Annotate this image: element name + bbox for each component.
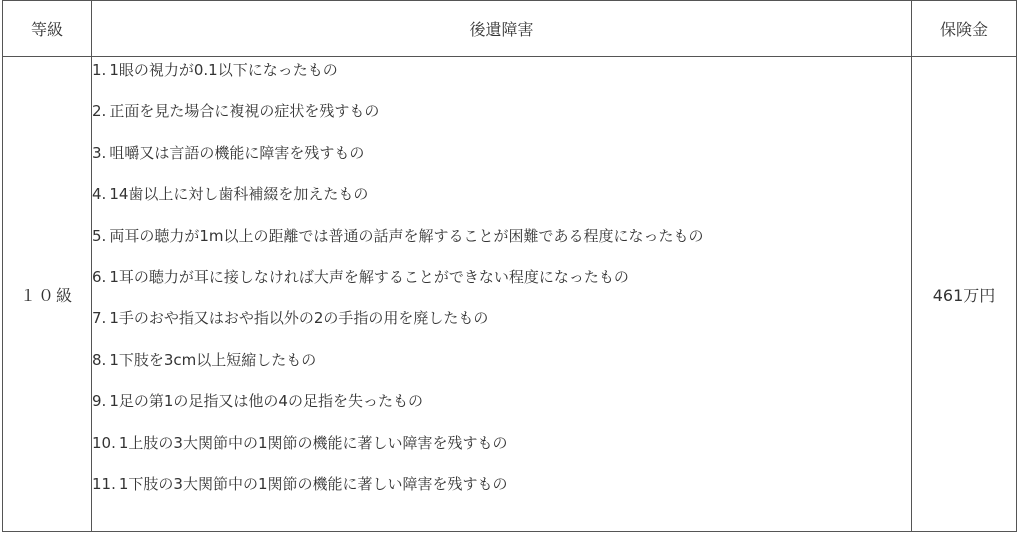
item-text: 1下肢の3大関節中の1関節の機能に著しい障害を残すもの <box>118 474 508 493</box>
list-item <box>92 305 911 346</box>
item-text: 1下肢を3cm以上短縮したもの <box>109 350 317 369</box>
list-item <box>92 471 911 512</box>
item-text: 1足の第1の足指又は他の4の足指を失ったもの <box>109 392 423 411</box>
header-grade: 等級 <box>3 1 92 57</box>
item-number: 9. <box>92 392 107 411</box>
table-row <box>3 57 1017 532</box>
amount-cell: 461万円 <box>912 57 1017 532</box>
list-item <box>92 347 911 388</box>
list-item <box>92 140 911 181</box>
item-text: 1上肢の3大関節中の1関節の機能に著しい障害を残すもの <box>118 433 508 452</box>
table-body <box>3 57 1017 532</box>
header-disability: 後遺障害 <box>92 1 912 57</box>
list-item <box>92 264 911 305</box>
item-text: 1手のおや指又はおや指以外の2の手指の用を廃したもの <box>109 309 489 328</box>
item-number: 5. <box>92 226 107 245</box>
disability-cell <box>92 57 912 532</box>
item-number: 3. <box>92 143 107 162</box>
item-text: 正面を見た場合に複視の症状を残すもの <box>109 102 380 121</box>
item-text: 両耳の聴力が1m以上の距離では普通の話声を解することが困難である程度になったもの <box>109 226 704 245</box>
item-number: 1. <box>92 61 107 79</box>
item-number: 11. <box>92 474 116 493</box>
disability-grade-table <box>2 0 1017 532</box>
item-text: 咀嚼又は言語の機能に障害を残すもの <box>109 143 365 162</box>
table-header <box>3 1 1017 57</box>
item-number: 10. <box>92 433 116 452</box>
item-number: 8. <box>92 350 107 369</box>
list-item <box>92 388 911 429</box>
item-number: 6. <box>92 267 107 286</box>
item-number: 4. <box>92 185 107 204</box>
disability-list <box>92 57 911 512</box>
item-number: 2. <box>92 102 107 121</box>
grade-cell: １０級 <box>3 57 92 532</box>
list-item <box>92 430 911 471</box>
item-number: 7. <box>92 309 107 328</box>
item-text: 1眼の視力が0.1以下になったもの <box>109 61 338 79</box>
list-item <box>92 181 911 222</box>
header-amount: 保険金 <box>912 1 1017 57</box>
list-item <box>92 98 911 139</box>
item-text: 14歯以上に対し歯科補綴を加えたもの <box>109 185 369 204</box>
header-row <box>3 1 1017 57</box>
list-item <box>92 57 911 98</box>
item-text: 1耳の聴力が耳に接しなければ大声を解することができない程度になったもの <box>109 267 629 286</box>
list-item <box>92 223 911 264</box>
